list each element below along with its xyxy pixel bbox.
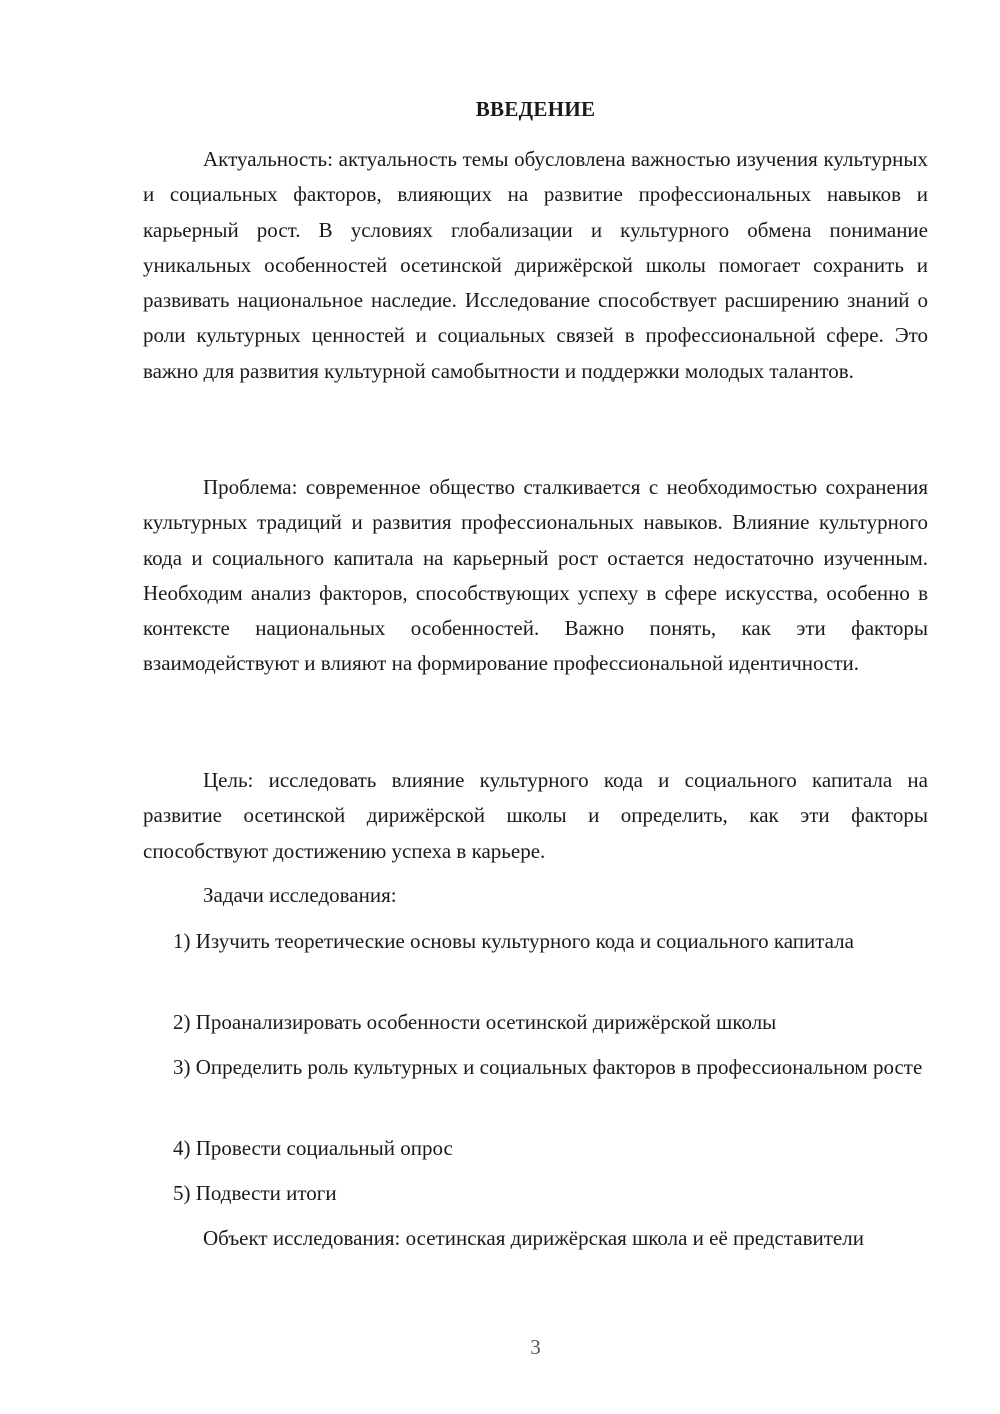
paragraph-goal: Цель: исследовать влияние культурного кода и социального капитала на развитие осетинской дирижёрской школы и определить, как эти факторы способствуют достижению успеха в карьере.	[143, 768, 928, 863]
task-item: 3) Определить роль культурных и социальных факторов в профессиональном росте	[173, 1055, 923, 1079]
task-item: 4) Провести социальный опрос	[173, 1136, 453, 1160]
task-item: 2) Проанализировать особенности осетинской дирижёрской школы	[173, 1010, 777, 1034]
task-item: 1) Изучить теоретические основы культурного кода и социального капитала	[173, 929, 854, 953]
task-item: 5) Подвести итоги	[173, 1181, 337, 1205]
tasks-heading: Задачи исследования:	[203, 883, 397, 907]
page-number: 3	[530, 1335, 541, 1359]
paragraph-relevance: Актуальность: актуальность темы обусловлена важностью изучения культурных и социальных факторов, влияющих на развитие профессиональных навыков и карьерный рост. В условиях глобализации и культурного обмена понимание уникальных особенностей осетинской дирижёрской школы помогает сохранить и развивать национальное наследие. Исследование способствует расширению знаний о роли культурных ценностей и социальных связей в профессиональной сфере. Это важно для развития культурной самобытности и поддержки молодых талантов.	[143, 147, 928, 383]
paragraph-object: Объект исследования: осетинская дирижёрская школа и её представители	[203, 1226, 864, 1250]
section-title: ВВЕДЕНИЕ	[475, 97, 596, 121]
paragraph-problem: Проблема: современное общество сталкивается с необходимостью сохранения культурных традиций и развития профессиональных навыков. Влияние культурного кода и социального капитала на карьерный рост остается недостаточно изученным. Необходим анализ факторов, способствующих успеху в сфере искусства, особенно в контексте национальных особенностей. Важно понять, как эти факторы взаимодействуют и влияют на формирование профессиональной идентичности.	[143, 475, 928, 676]
